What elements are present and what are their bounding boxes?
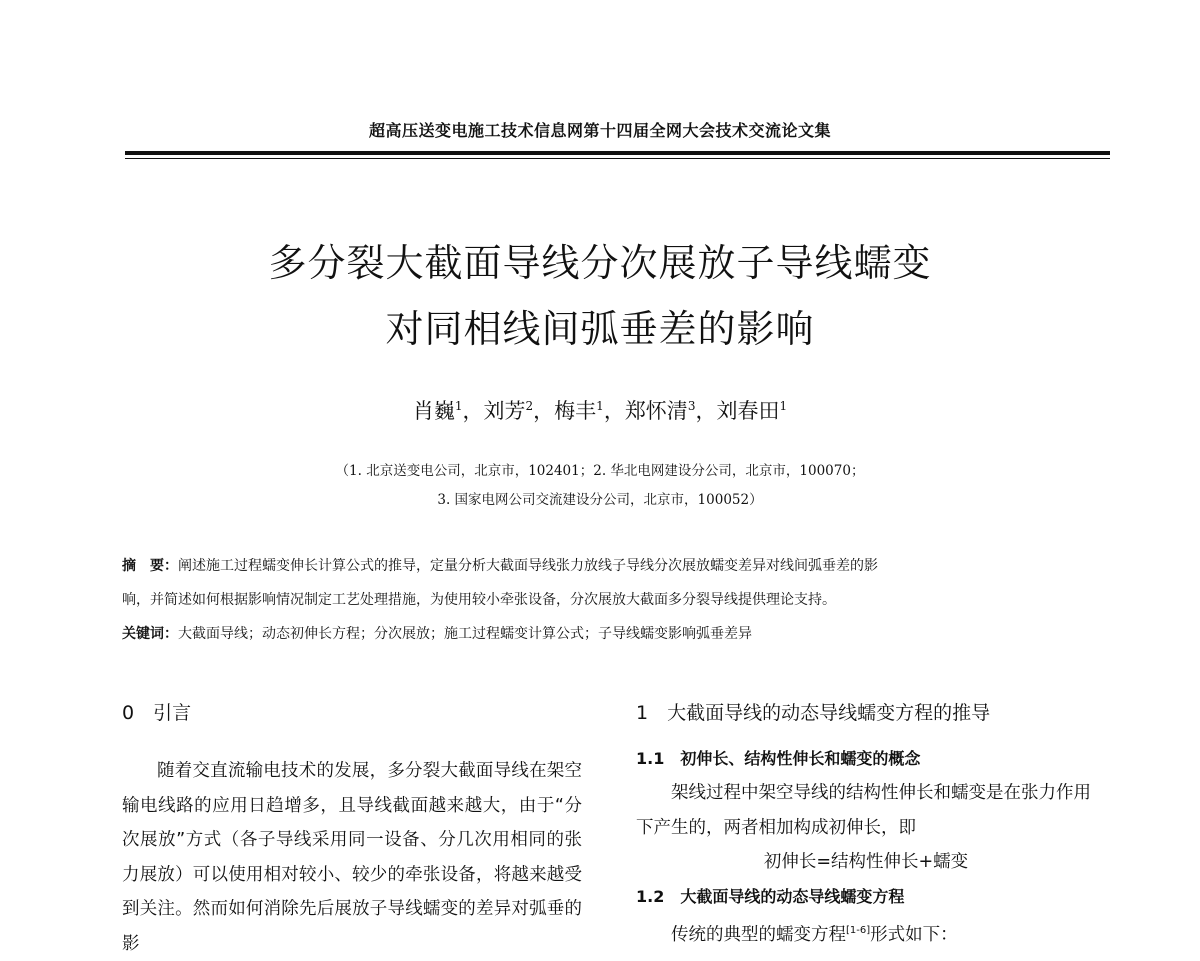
author-affiliation-mark: 1 bbox=[779, 399, 788, 413]
right-column bbox=[636, 698, 1096, 952]
paragraph-1-2-text: 传统的典型的蠕变方程 bbox=[671, 924, 846, 945]
subsection-heading-1-1: 1.1 初伸长、结构性伸长和蠕变的概念 bbox=[636, 749, 921, 768]
author-separator: ， bbox=[462, 399, 484, 423]
author-affiliation-mark: 1 bbox=[454, 399, 463, 413]
author-affiliation-mark: 3 bbox=[687, 399, 696, 413]
author-separator: ， bbox=[533, 399, 555, 423]
paper-title-line-1: 多分裂大截面导线分次展放子导线蠕变 bbox=[268, 241, 932, 285]
keywords-text: 大截面导线；动态初伸长方程；分次展放；施工过程蠕变计算公式；子导线蠕变影响弧垂差异 bbox=[178, 626, 752, 642]
paragraph-1-2-tail: 形式如下： bbox=[870, 924, 958, 945]
author-separator: ， bbox=[603, 399, 625, 423]
author-list bbox=[0, 395, 1200, 425]
subsection-heading-1-2: 1.2 大截面导线的动态导线蠕变方程 bbox=[636, 886, 905, 906]
paper-title-line-2: 对同相线间弧垂差的影响 bbox=[385, 307, 815, 351]
formula-initial-elongation: 初伸长=结构性伸长+蠕变 bbox=[763, 852, 969, 872]
author-name: 肖巍 bbox=[412, 399, 455, 423]
author-name: 梅丰 bbox=[554, 399, 597, 423]
abstract-label: 摘 要： bbox=[122, 558, 178, 574]
header-rule-thin bbox=[125, 158, 1110, 159]
affiliation-line-2: 3. 国家电网公司交流建设分公司，北京市，100052） bbox=[437, 492, 763, 508]
left-column bbox=[122, 698, 582, 961]
running-head: 超高压送变电施工技术信息网第十四届全网大会技术交流论文集 bbox=[368, 121, 831, 140]
keywords-line bbox=[122, 623, 1112, 643]
abstract-line-2: 响，并简述如何根据影响情况制定工艺处理措施，为使用较小牵张设备，分次展放大截面多分裂导线提供理论支持。 bbox=[122, 592, 836, 608]
paragraph-1-2 bbox=[636, 914, 1096, 952]
author-name: 刘芳 bbox=[483, 399, 526, 423]
author-separator: ， bbox=[695, 399, 717, 423]
header-rule-thick bbox=[125, 151, 1110, 155]
introduction-paragraph: 随着交直流输电技术的发展，多分裂大截面导线在架空输电线路的应用日趋增多，且导线截面越来越大，由于“分次展放”方式（各子导线采用同一设备、分几次用相同的张力展放）可以使用相对较小、较少的牵张设备，将越来越受到关注。然而如何消除先后展放子导线蠕变的差异对弧垂的影 bbox=[122, 761, 582, 954]
section-heading-1: 1 大截面导线的动态导线蠕变方程的推导 bbox=[636, 702, 991, 724]
affiliation-line-1: （1. 北京送变电公司，北京市，102401；2. 华北电网建设分公司，北京市，100070； bbox=[335, 463, 865, 479]
keywords-label: 关键词： bbox=[122, 626, 178, 642]
author-name: 郑怀清 bbox=[624, 399, 688, 423]
abstract-text: 阐述施工过程蠕变伸长计算公式的推导，定量分析大截面导线张力放线子导线分次展放蠕变差异对线间弧垂差的影 bbox=[178, 558, 878, 574]
author-affiliation-mark: 2 bbox=[525, 399, 534, 413]
author-affiliation-mark: 1 bbox=[596, 399, 604, 413]
author-name: 刘春田 bbox=[716, 399, 780, 423]
section-heading-introduction: 0 引言 bbox=[122, 702, 192, 724]
abstract-line-1 bbox=[122, 555, 1112, 575]
citation: [1-6] bbox=[846, 924, 871, 936]
paragraph-1-1: 架线过程中架空导线的结构性伸长和蠕变是在张力作用下产生的，两者相加构成初伸长，即 bbox=[636, 783, 1091, 838]
